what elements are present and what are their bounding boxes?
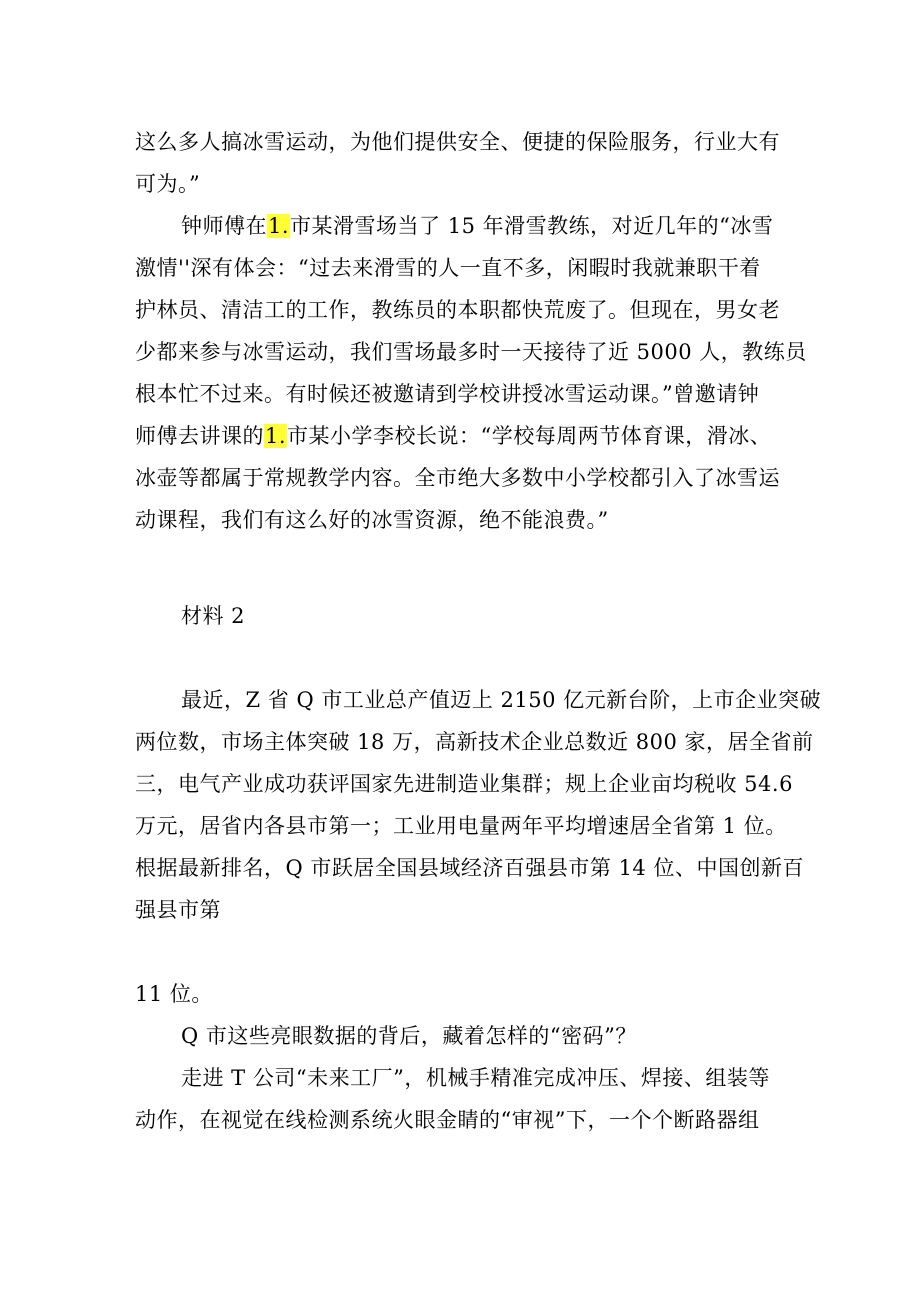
highlight-marker: 1. bbox=[265, 424, 287, 448]
para2-line6-start: 师傅去讲课的 bbox=[135, 424, 264, 448]
para2-line1 bbox=[181, 211, 773, 241]
para2-line6 bbox=[135, 421, 771, 451]
para3-line3: 三，电气产业成功获评国家先进制造业集群；规上企业亩均税收 54.6 bbox=[135, 772, 793, 796]
para6-line2: 动作，在视觉在线检测系统火眼金睛的“审视”下，一个个断路器组 bbox=[135, 1108, 760, 1132]
para2-line2: 激情''深有体会：“过去来滑雪的人一直不多，闲暇时我就兼职干着 bbox=[135, 256, 761, 280]
para2-line1-end: 市某滑雪场当了 15 年滑雪教练，对近几年的“冰雪 bbox=[290, 214, 774, 238]
para3-line6: 强县市第 bbox=[135, 898, 221, 922]
para1-line1: 这么多人搞冰雪运动，为他们提供安全、便捷的保险服务，行业大有 bbox=[135, 130, 780, 154]
section-heading: 材料 2 bbox=[181, 604, 246, 628]
para2-line8: 动课程，我们有这么好的冰雪资源，绝不能浪费。” bbox=[135, 508, 609, 532]
para2-line3: 护林员、清洁工的工作，教练员的本职都快荒废了。但现在，男女老 bbox=[135, 298, 780, 322]
para2-line7: 冰壶等都属于常规教学内容。全市绝大多数中小学校都引入了冰雪运 bbox=[135, 466, 780, 490]
para2-line1-start: 钟师傅在 bbox=[181, 214, 267, 238]
para5: Q 市这些亮眼数据的背后，藏着怎样的“密码”？ bbox=[181, 1024, 637, 1048]
para3-line1: 最近，Z 省 Q 市工业总产值迈上 2150 亿元新台阶，上市企业突破 bbox=[181, 688, 822, 712]
para1-line2: 可为。” bbox=[135, 172, 201, 196]
para2-line4: 少都来参与冰雪运动，我们雪场最多时一天接待了近 5000 人，教练员 bbox=[135, 340, 807, 364]
para3-line5: 根据最新排名，Q 市跃居全国县域经济百强县市第 14 位、中国创新百 bbox=[135, 856, 804, 880]
para3-line2: 两位数，市场主体突破 18 万，高新技术企业总数近 800 家，居全省前 bbox=[135, 730, 814, 754]
para6-line1: 走进 T 公司“未来工厂”，机械手精准完成冲压、焊接、组装等 bbox=[181, 1066, 770, 1090]
para4: 11 位。 bbox=[135, 982, 213, 1006]
para2-line5: 根本忙不过来。有时候还被邀请到学校讲授冰雪运动课。”曾邀请钟 bbox=[135, 382, 760, 406]
para2-line6-end: 市某小学李校长说：“学校每周两节体育课，滑冰、 bbox=[287, 424, 772, 448]
para3-line4: 万元，居省内各县市第一；工业用电量两年平均增速居全省第 1 位。 bbox=[135, 814, 787, 838]
highlight-marker: 1. bbox=[268, 214, 290, 238]
